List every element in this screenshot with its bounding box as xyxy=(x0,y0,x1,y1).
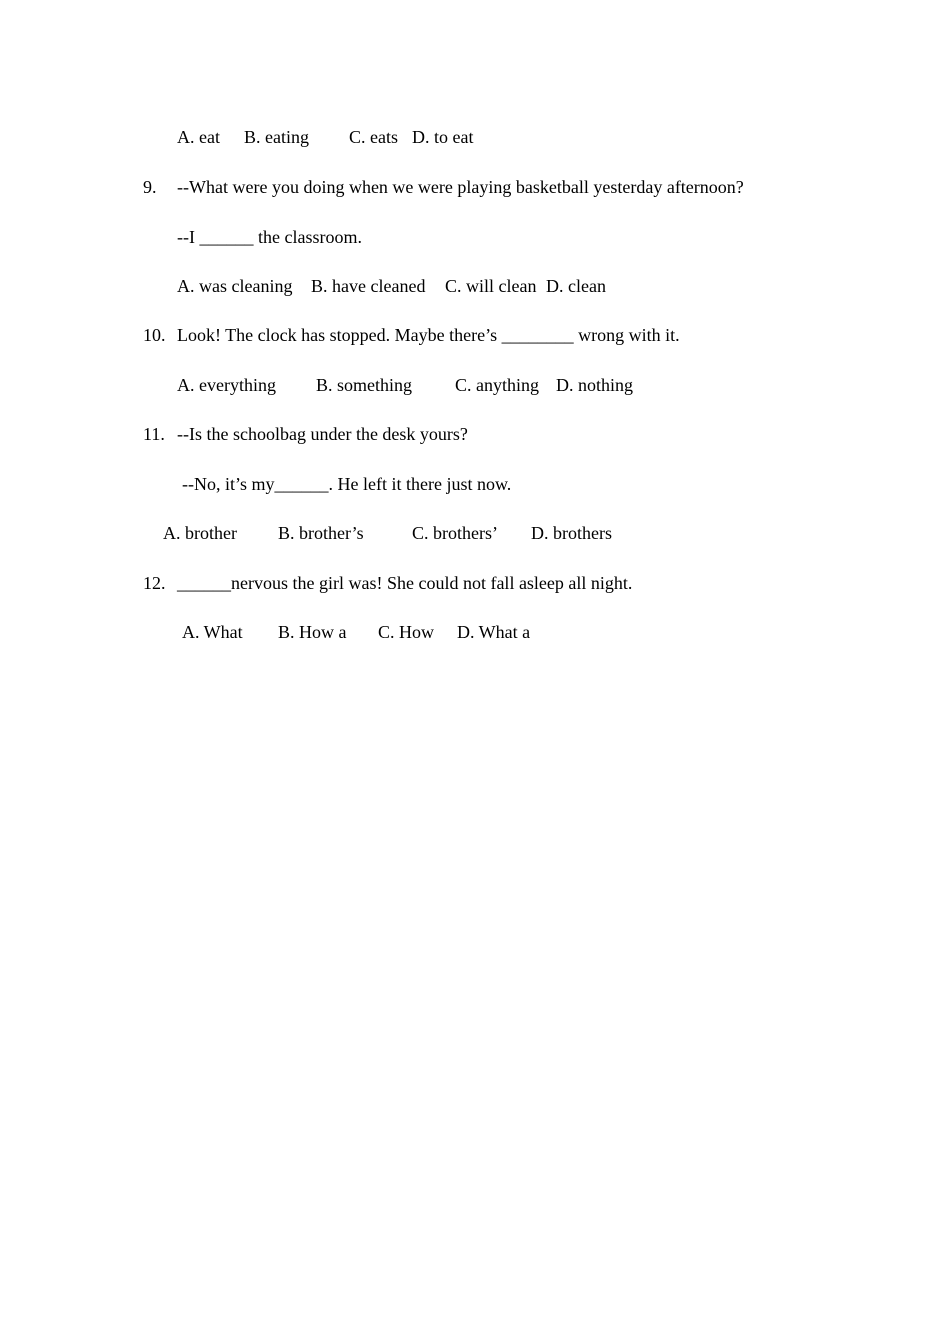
q9-option-c: C. will clean xyxy=(445,276,537,296)
q8-option-a: A. eat xyxy=(177,127,220,147)
q11-number: 11. xyxy=(143,424,165,444)
q11-response: --No, it’s my______. He left it there just now. xyxy=(182,474,512,494)
q11-stem: --Is the schoolbag under the desk yours? xyxy=(177,424,468,444)
q11-option-c: C. brothers’ xyxy=(412,523,498,543)
q8-option-b: B. eating xyxy=(244,127,309,147)
q10-option-b: B. something xyxy=(316,375,413,395)
q12-option-d: D. What a xyxy=(457,622,531,642)
q8-option-c: C. eats xyxy=(349,127,398,147)
q12-number: 12. xyxy=(143,573,166,593)
q9-option-a: A. was cleaning xyxy=(177,276,293,296)
q10-stem: Look! The clock has stopped. Maybe there’s ________ wrong with it. xyxy=(177,325,680,345)
q9-response: --I ______ the classroom. xyxy=(177,227,362,247)
q10-number: 10. xyxy=(143,325,166,345)
q12-option-a: A. What xyxy=(182,622,243,642)
q9-option-d: D. clean xyxy=(546,276,606,296)
q12-option-c: C. How xyxy=(378,622,435,642)
q8-option-d: D. to eat xyxy=(412,127,474,147)
q9-stem: --What were you doing when we were playing basketball yesterday afternoon? xyxy=(177,177,744,197)
q12-stem: ______nervous the girl was! She could not fall asleep all night. xyxy=(177,573,633,593)
q9-option-b: B. have cleaned xyxy=(311,276,426,296)
q10-option-d: D. nothing xyxy=(556,375,634,395)
q10-option-c: C. anything xyxy=(455,375,539,395)
q11-option-d: D. brothers xyxy=(531,523,612,543)
q9-number: 9. xyxy=(143,177,157,197)
q12-option-b: B. How a xyxy=(278,622,347,642)
q10-option-a: A. everything xyxy=(177,375,276,395)
q11-option-b: B. brother’s xyxy=(278,523,364,543)
q11-option-a: A. brother xyxy=(163,523,237,543)
